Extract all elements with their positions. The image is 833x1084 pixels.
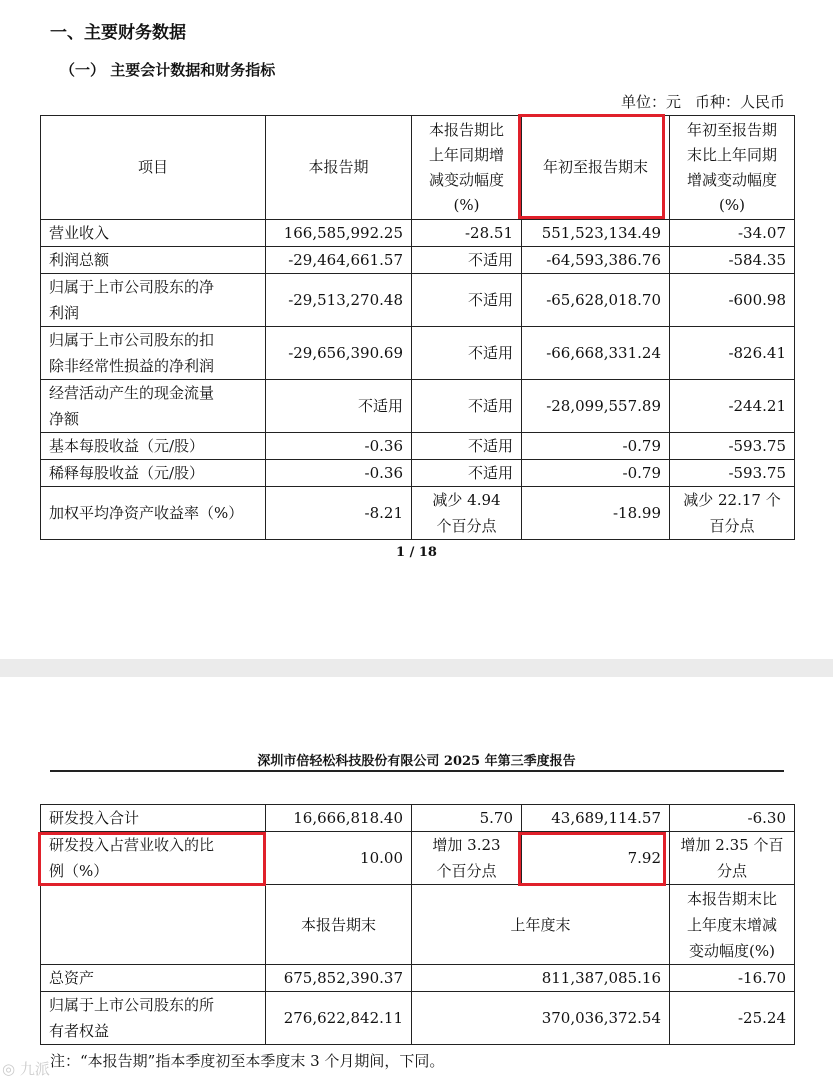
- header-rule: [50, 770, 784, 772]
- row-ytd-change: -593.75: [670, 433, 795, 460]
- row-ytd: -28,099,557.89: [522, 380, 670, 433]
- row-ytd: -0.79: [522, 460, 670, 487]
- row-change: 增加 3.23 个百分点: [412, 832, 522, 885]
- table-row: [41, 433, 795, 460]
- running-header: 深圳市倍轻松科技股份有限公司 2025 年第三季度报告: [257, 754, 576, 769]
- header-period-end: 本报告期末: [266, 885, 412, 965]
- row-current: 不适用: [266, 380, 412, 433]
- row-ytd-change: 增加 2.35 个百 分点: [670, 832, 795, 885]
- balance-item: 归属于上市公司股东的所 有者权益: [41, 992, 266, 1045]
- row-current: -8.21: [266, 487, 412, 540]
- balance-header-blank: [41, 885, 266, 965]
- row-item: 营业收入: [41, 220, 266, 247]
- row-current: -29,656,390.69: [266, 327, 412, 380]
- row-ytd: 7.92: [522, 832, 670, 885]
- table-row: [41, 327, 795, 380]
- row-item: 经营活动产生的现金流量 净额: [41, 380, 266, 433]
- balance-prior-year-end: 811,387,085.16: [412, 965, 670, 992]
- highlight-box-rd-ratio-ytd: [518, 832, 666, 886]
- page-number: 1 / 18: [396, 545, 437, 560]
- table-row: [41, 380, 795, 433]
- header-item: 项目: [41, 116, 266, 220]
- financial-data-table: [40, 115, 795, 540]
- row-item: 归属于上市公司股东的扣 除非经常性损益的净利润: [41, 327, 266, 380]
- row-change: 减少 4.94 个百分点: [412, 487, 522, 540]
- table-row: [41, 247, 795, 274]
- row-current: -29,513,270.48: [266, 274, 412, 327]
- balance-header-row: [41, 885, 795, 965]
- header-ytd-change: 年初至报告期 末比上年同期 增减变动幅度 (%): [670, 116, 795, 220]
- row-ytd: -65,628,018.70: [522, 274, 670, 327]
- unit-line: [607, 91, 785, 112]
- highlight-box-ytd-header: [518, 114, 665, 219]
- row-current: 166,585,992.25: [266, 220, 412, 247]
- currency-label: 币种：人民币: [694, 93, 785, 111]
- footnote: 注：“本报告期”指本季度初至本季度末 3 个月期间，下同。: [50, 1052, 445, 1070]
- unit-label: 单位：元: [620, 93, 681, 111]
- table-row: [41, 460, 795, 487]
- balance-row: [41, 965, 795, 992]
- row-item: 利润总额: [41, 247, 266, 274]
- row-current: -0.36: [266, 433, 412, 460]
- table-header-row: [41, 116, 795, 220]
- row-item: 稀释每股收益（元/股）: [41, 460, 266, 487]
- row-ytd-change: -34.07: [670, 220, 795, 247]
- row-ytd: 551,523,134.49: [522, 220, 670, 247]
- highlight-box-rd-ratio-label: [38, 832, 266, 886]
- header-change-yoy: 本报告期比 上年同期增 减变动幅度 (%): [412, 116, 522, 220]
- row-current: 10.00: [266, 832, 412, 885]
- page-divider: [0, 659, 833, 677]
- row-ytd-change: 减少 22.17 个 百分点: [670, 487, 795, 540]
- balance-period-end: 675,852,390.37: [266, 965, 412, 992]
- row-item: 基本每股收益（元/股）: [41, 433, 266, 460]
- subsection-title: （一） 主要会计数据和财务指标: [60, 61, 276, 79]
- balance-row: [41, 992, 795, 1045]
- row-item: 加权平均净资产收益率（%）: [41, 487, 266, 540]
- header-current-period: 本报告期: [266, 116, 412, 220]
- row-ytd: -66,668,331.24: [522, 327, 670, 380]
- balance-change: -16.70: [670, 965, 795, 992]
- row-ytd-change: -600.98: [670, 274, 795, 327]
- row-current: -29,464,661.57: [266, 247, 412, 274]
- row-change: 不适用: [412, 433, 522, 460]
- balance-change: -25.24: [670, 992, 795, 1045]
- row-change: -28.51: [412, 220, 522, 247]
- row-item: 研发投入占营业收入的比 例（%）: [41, 832, 266, 885]
- row-change: 不适用: [412, 327, 522, 380]
- balance-item: 总资产: [41, 965, 266, 992]
- table-row: [41, 220, 795, 247]
- row-item: 研发投入合计: [41, 805, 266, 832]
- row-change: 不适用: [412, 460, 522, 487]
- row-ytd-change: -826.41: [670, 327, 795, 380]
- row-ytd-change: -593.75: [670, 460, 795, 487]
- table-row: [41, 274, 795, 327]
- table-row: [41, 487, 795, 540]
- header-ytd: 年初至报告期末: [522, 116, 670, 220]
- row-ytd-change: -244.21: [670, 380, 795, 433]
- balance-prior-year-end: 370,036,372.54: [412, 992, 670, 1045]
- watermark-logo-icon: ◎ 九派: [2, 1060, 50, 1078]
- row-ytd: 43,689,114.57: [522, 805, 670, 832]
- row-ytd-change: -584.35: [670, 247, 795, 274]
- row-change: 不适用: [412, 247, 522, 274]
- section-title: 一、主要财务数据: [50, 23, 186, 43]
- row-current: 16,666,818.40: [266, 805, 412, 832]
- header-prior-year-end: 上年度末: [412, 885, 670, 965]
- row-current: -0.36: [266, 460, 412, 487]
- table-row: [41, 805, 795, 832]
- header-balance-change: 本报告期末比 上年度末增减 变动幅度(%): [670, 885, 795, 965]
- row-ytd: -18.99: [522, 487, 670, 540]
- row-ytd: -0.79: [522, 433, 670, 460]
- row-ytd-change: -6.30: [670, 805, 795, 832]
- row-item: 归属于上市公司股东的净 利润: [41, 274, 266, 327]
- row-change: 5.70: [412, 805, 522, 832]
- row-change: 不适用: [412, 274, 522, 327]
- row-ytd: -64,593,386.76: [522, 247, 670, 274]
- row-change: 不适用: [412, 380, 522, 433]
- balance-period-end: 276,622,842.11: [266, 992, 412, 1045]
